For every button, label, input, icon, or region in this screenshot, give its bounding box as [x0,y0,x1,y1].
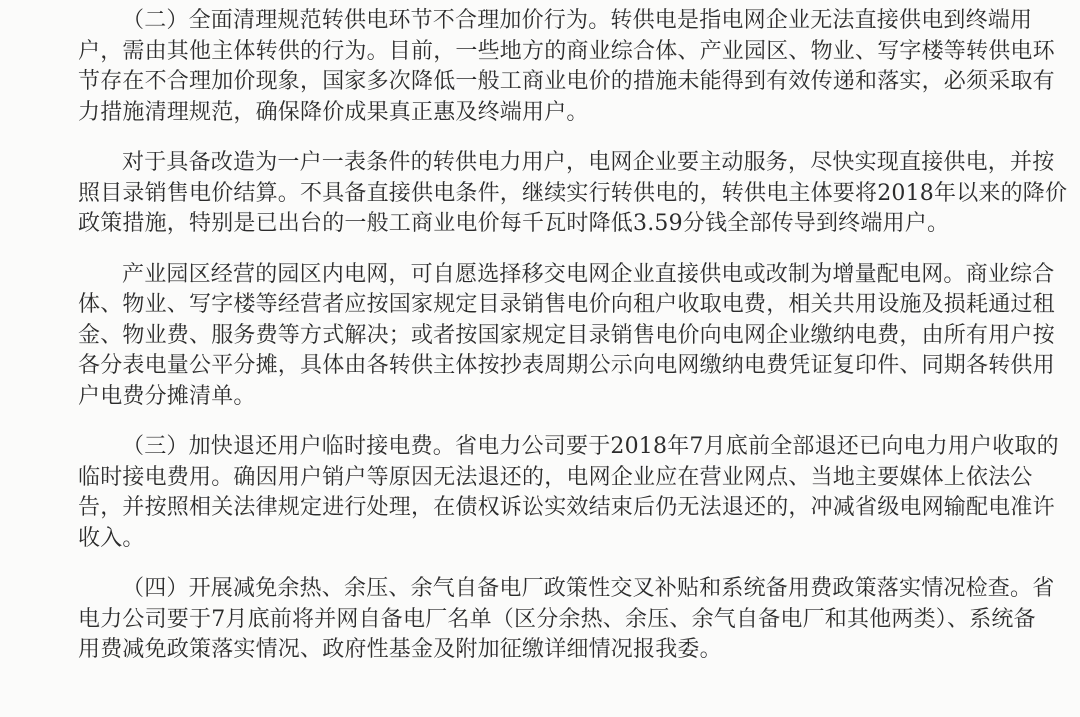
text-line: 体、物业、写字楼等经营者应按国家规定目录销售电价向租户收取电费，相关共用设施及损耗通过租 [78,292,1055,317]
text-line: 产业园区经营的园区内电网，可自愿选择移交电网企业直接供电或改制为增量配电网。商业综合 [122,261,1055,287]
text-line: 各分表电量公平分摊，具体由各转供主体按抄表周期公示向电网缴纳电费凭证复印件、同期各转供用 [78,353,1055,378]
text-line: 电力公司要于7月底前将并网自备电厂名单（区分余热、余压、余气自备电厂和其他两类）、系统备 [78,606,1036,632]
text-line: 户电费分摊清单。 [78,383,256,409]
text-line: （三）加快退还用户临时接电费。省电力公司要于2018年7月底前全部退还已向电力用户收取的 [122,434,1059,459]
text-line: 户，需由其他主体转供的行为。目前，一些地方的商业综合体、产业园区、物业、写字楼等转供电环 [78,38,1055,64]
text-line: 照目录销售电价结算。不具备直接供电条件，继续实行转供电的，转供电主体要将2018年以来的降价 [78,180,1068,206]
text-line: 用费减免政策落实情况、政府性基金及附加征缴详细情况报我委。 [78,637,722,662]
text-line: 力措施清理规范，确保降价成果真正惠及终端用户。 [78,99,589,125]
paragraph-self-owned-plant-inspection [78,574,1055,666]
text-line: 收入。 [78,525,145,551]
paragraph-temporary-connection-fee [78,432,1059,554]
text-line: 政策措施，特别是已出台的一般工商业电价每千瓦时降低3.59分钱全部传导到终端用户。 [78,211,950,236]
text-line: 临时接电费用。确因用户销户等原因无法退还的，电网企业应在营业网点、当地主要媒体上依法公 [78,464,1033,490]
text-line: 告，并按照相关法律规定进行处理，在债权诉讼实效结束后仍无法退还的，冲减省级电网输配电准许 [78,495,1055,520]
paragraph-direct-supply [78,148,1068,240]
paragraph-transfer-power-cleanup [78,6,1055,128]
text-line: 节存在不合理加价现象，国家多次降低一般工商业电价的措施未能得到有效传递和落实，必须采取有 [78,69,1055,94]
text-line: （二）全面清理规范转供电环节不合理加价行为。转供电是指电网企业无法直接供电到终端用 [122,8,1033,33]
paragraph-industrial-park-grid [78,260,1055,413]
text-line: 对于具备改造为一户一表条件的转供电力用户，电网企业要主动服务，尽快实现直接供电，并按 [122,150,1055,175]
text-line: 金、物业费、服务费等方式解决；或者按国家规定目录销售电价向电网企业缴纳电费，由所有用户按 [78,322,1055,348]
text-line: （四）开展减免余热、余压、余气自备电厂政策性交叉补贴和系统备用费政策落实情况检查。省 [122,576,1055,601]
